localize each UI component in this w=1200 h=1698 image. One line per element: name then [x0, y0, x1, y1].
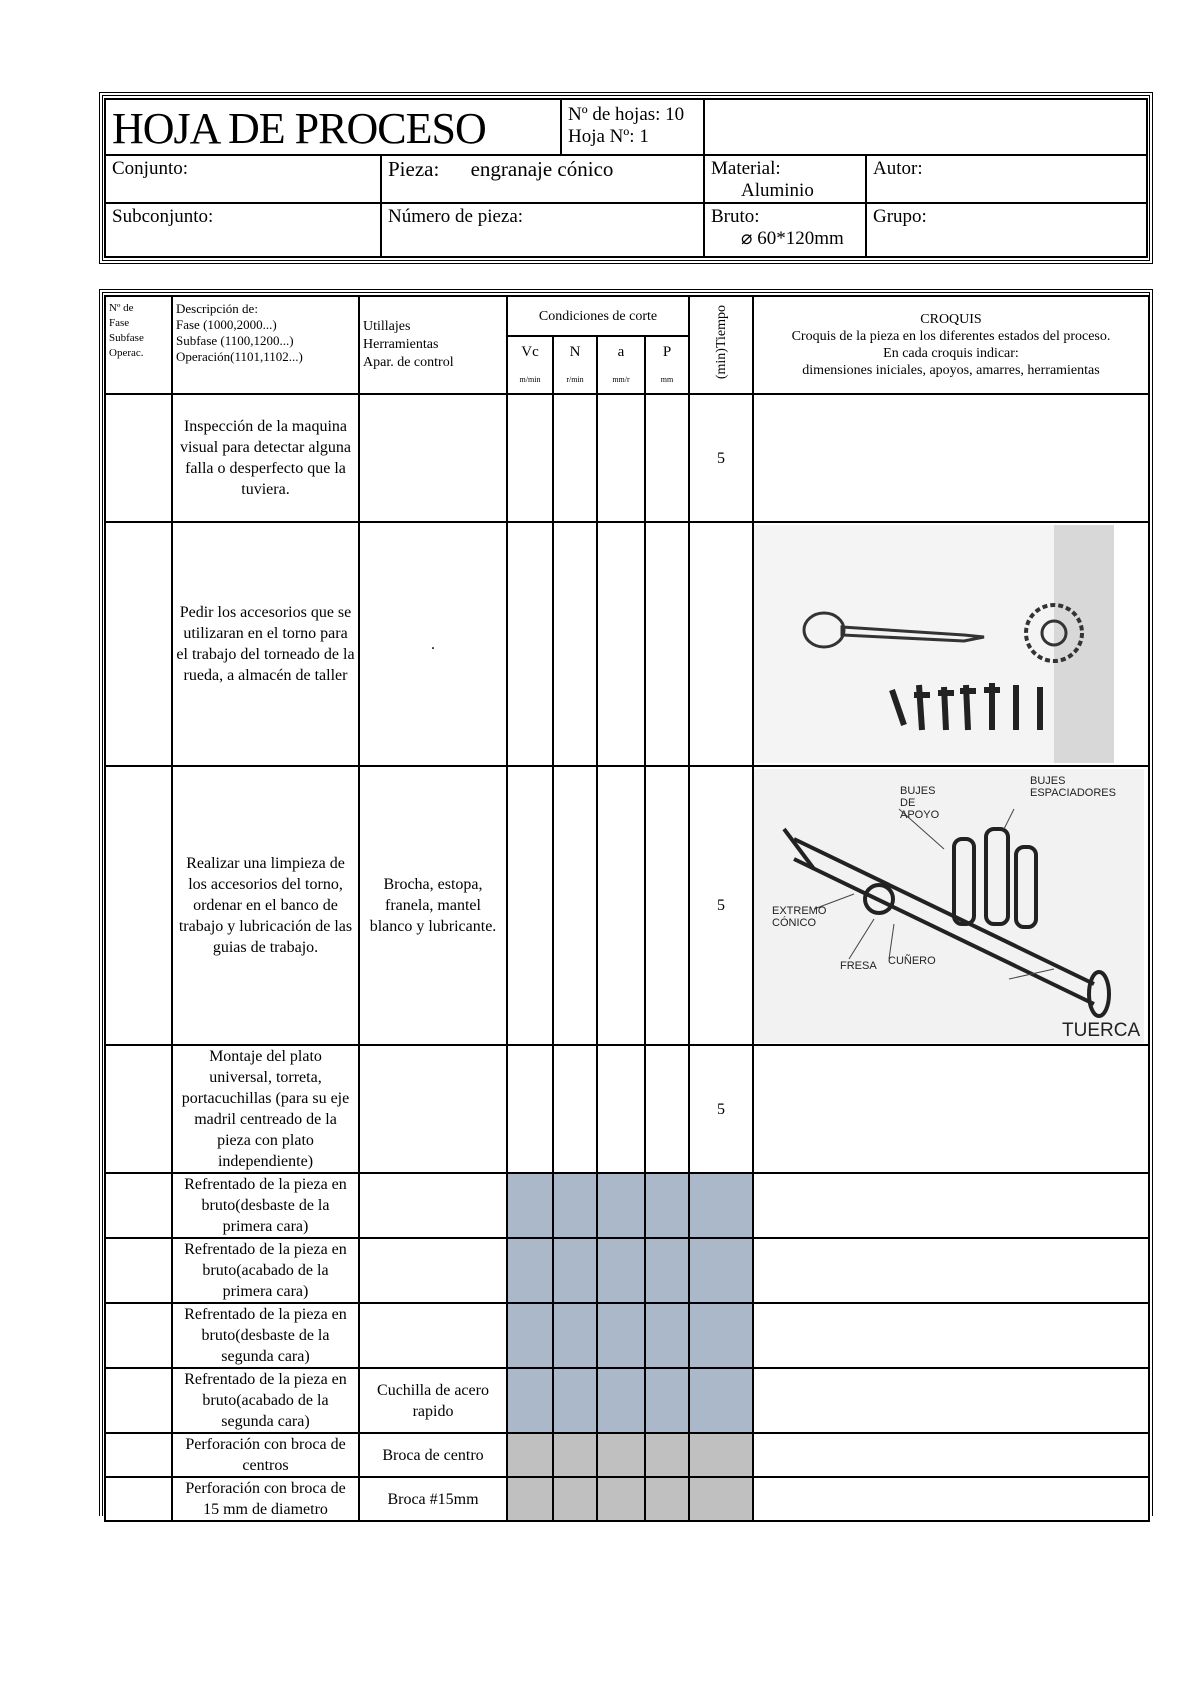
row-n: [553, 394, 597, 522]
autor-field: Autor:: [865, 154, 1148, 204]
row-desc: Montaje del plato universal, torreta, portacuchillas (para su eje madril centreado de la pieza con plato independiente): [172, 1045, 359, 1173]
col-desc-header: [172, 296, 359, 394]
sheet-number: Hoja Nº: 1: [568, 126, 649, 147]
row-p: [645, 1368, 689, 1433]
row-num: [105, 522, 172, 766]
col-util-l2: Herramientas: [363, 337, 439, 352]
vc-unit: m/min: [519, 374, 541, 384]
row-p: [645, 1173, 689, 1238]
row-time: [689, 1173, 753, 1238]
sheets-total: Nº de hojas: 10: [568, 104, 685, 125]
row-desc: Inspección de la maquina visual para detectar alguna falla o desperfecto que la tuviera.: [172, 394, 359, 522]
col-num-header: [105, 296, 172, 394]
row-util: [359, 1173, 507, 1238]
table-row: [105, 522, 1149, 766]
row-util: Broca de centro: [359, 1433, 507, 1477]
row-time: [689, 1477, 753, 1521]
col-desc-l3: Subfase (1100,1200...): [176, 333, 294, 348]
a-unit: mm/r: [612, 374, 630, 384]
row-n: [553, 1238, 597, 1303]
tiempo-label: (min)Tiempo: [713, 304, 729, 380]
table-row: [105, 1238, 1149, 1303]
croquis-line3: dimensiones iniciales, apoyos, amarres, herramientas: [802, 363, 1100, 378]
vc-label: Vc: [521, 343, 539, 360]
row-time: 5: [689, 1045, 753, 1173]
row-n: [553, 522, 597, 766]
col-tiempo-header: [689, 296, 753, 394]
row-n: [553, 1433, 597, 1477]
row-vc: [507, 1303, 553, 1368]
row-a: [597, 1238, 645, 1303]
p-label: P: [662, 343, 672, 360]
row-a: [597, 1433, 645, 1477]
row-time: [689, 1433, 753, 1477]
row-desc: Pedir los accesorios que se utilizaran en el torno para el trabajo del torneado de la rueda, a almacén de taller: [172, 522, 359, 766]
label-cunero-top: CUÑERO: [888, 955, 936, 967]
row-num: [105, 766, 172, 1045]
label-bujes-apoyo: BUJES DE APOYO: [900, 785, 940, 821]
row-a: [597, 522, 645, 766]
row-num: [105, 1433, 172, 1477]
label-extremo-conico: EXTREMO CÓNICO: [772, 905, 827, 929]
row-desc: Refrentado de la pieza en bruto(acabado de la segunda cara): [172, 1368, 359, 1433]
row-num: [105, 1368, 172, 1433]
row-desc: Realizar una limpieza de los accesorios del torno, ordenar en el banco de trabajo y lubricación de las guias de trabajo.: [172, 766, 359, 1045]
row-vc: [507, 1045, 553, 1173]
col-num-l1: Nº de: [109, 302, 134, 314]
row-sketch: [753, 1238, 1149, 1303]
sheet-count: [560, 98, 705, 156]
label-bujes-espaciadores: BUJES ESPACIADORES: [1030, 775, 1116, 799]
n-unit: r/min: [566, 374, 584, 384]
bruto-field: [703, 202, 867, 258]
row-sketch: [753, 1303, 1149, 1368]
process-table: [104, 295, 1150, 1522]
vc-header: [507, 336, 553, 394]
row-util: .: [359, 522, 507, 766]
row-p: [645, 394, 689, 522]
material-value: Aluminio: [741, 180, 814, 201]
row-sketch: [753, 1368, 1149, 1433]
col-desc-l2: Fase (1000,2000...): [176, 317, 277, 332]
row-sketch: [753, 394, 1149, 522]
col-num-l4: Operac.: [109, 347, 144, 359]
croquis-title: CROQUIS: [920, 312, 982, 327]
row-num: [105, 1045, 172, 1173]
row-a: [597, 1045, 645, 1173]
subconjunto-field: Subconjunto:: [104, 202, 382, 258]
row-a: [597, 394, 645, 522]
row-time: [689, 1368, 753, 1433]
row-num: [105, 1303, 172, 1368]
row-desc: Refrentado de la pieza en bruto(desbaste de la segunda cara): [172, 1303, 359, 1368]
pieza-field: [380, 154, 705, 204]
bruto-value: ⌀ 60*120mm: [741, 228, 844, 249]
table-row: [105, 766, 1149, 1045]
n-label: N: [569, 343, 581, 360]
croquis-line1: Croquis de la pieza en los diferentes estados del proceso.: [791, 329, 1111, 344]
row-vc: [507, 1238, 553, 1303]
table-row: [105, 1303, 1149, 1368]
table-row: [105, 1477, 1149, 1521]
row-p: [645, 1433, 689, 1477]
row-sketch: [753, 1477, 1149, 1521]
row-time: 5: [689, 766, 753, 1045]
row-p: [645, 766, 689, 1045]
row-p: [645, 1238, 689, 1303]
conjunto-field: Conjunto:: [104, 154, 382, 204]
cond-corte-header: Condiciones de corte: [507, 296, 689, 336]
table-row: [105, 1368, 1149, 1433]
col-num-l3: Subfase: [109, 332, 144, 344]
row-desc: Refrentado de la pieza en bruto(desbaste de la primera cara): [172, 1173, 359, 1238]
row-n: [553, 766, 597, 1045]
row-desc: Refrentado de la pieza en bruto(acabado de la primera cara): [172, 1238, 359, 1303]
row-util: Cuchilla de acero rapido: [359, 1368, 507, 1433]
row-num: [105, 394, 172, 522]
row-desc: Perforación con broca de centros: [172, 1433, 359, 1477]
row-p: [645, 522, 689, 766]
row-n: [553, 1303, 597, 1368]
a-header: [597, 336, 645, 394]
row-p: [645, 1477, 689, 1521]
row-a: [597, 1173, 645, 1238]
table-row: [105, 1173, 1149, 1238]
row-util: Broca #15mm: [359, 1477, 507, 1521]
row-time: [689, 522, 753, 766]
table-row: [105, 1433, 1149, 1477]
row-sketch: [753, 1045, 1149, 1173]
row-p: [645, 1045, 689, 1173]
row-sketch: [753, 522, 1149, 766]
p-unit: mm: [660, 374, 674, 384]
pieza-value: engranaje cónico: [470, 157, 614, 181]
row-vc: [507, 1477, 553, 1521]
row-util: [359, 1303, 507, 1368]
row-vc: [507, 766, 553, 1045]
label-tuerca: TUERCA: [1062, 1020, 1141, 1041]
a-label: a: [617, 343, 625, 360]
col-util-l1: Utillajes: [363, 319, 411, 334]
n-header: [553, 336, 597, 394]
document-title: HOJA DE PROCESO: [104, 98, 562, 156]
label-fresa: FRESA: [840, 960, 877, 972]
pieza-label: Pieza:: [388, 157, 440, 181]
accessories-sketch: [754, 525, 1114, 763]
row-a: [597, 1368, 645, 1433]
row-num: [105, 1238, 172, 1303]
row-vc: [507, 394, 553, 522]
col-num-l2: Fase: [109, 317, 130, 329]
row-n: [553, 1368, 597, 1433]
row-a: [597, 1477, 645, 1521]
material-label: Material:: [711, 158, 781, 179]
p-header: [645, 336, 689, 394]
row-p: [645, 1303, 689, 1368]
col-util-header: [359, 296, 507, 394]
col-desc-l1: Descripción de:: [176, 301, 258, 316]
row-vc: [507, 522, 553, 766]
row-time: [689, 1303, 753, 1368]
header-blank: [703, 98, 1148, 156]
row-util: Brocha, estopa, franela, mantel blanco y lubricante.: [359, 766, 507, 1045]
numero-pieza-field: Número de pieza:: [380, 202, 705, 258]
row-n: [553, 1045, 597, 1173]
row-num: [105, 1173, 172, 1238]
grupo-field: Grupo:: [865, 202, 1148, 258]
material-field: [703, 154, 867, 204]
column-header-row: [105, 296, 1149, 336]
row-vc: [507, 1368, 553, 1433]
table-row: [105, 394, 1149, 522]
col-util-l3: Apar. de control: [363, 355, 454, 370]
row-sketch: [753, 1173, 1149, 1238]
row-a: [597, 1303, 645, 1368]
croquis-line2: En cada croquis indicar:: [883, 346, 1019, 361]
row-util: [359, 1238, 507, 1303]
row-num: [105, 1477, 172, 1521]
row-vc: [507, 1173, 553, 1238]
row-sketch: [753, 1433, 1149, 1477]
row-time: [689, 1238, 753, 1303]
row-vc: [507, 1433, 553, 1477]
row-time: 5: [689, 394, 753, 522]
row-n: [553, 1477, 597, 1521]
row-util: [359, 1045, 507, 1173]
col-croquis-header: [753, 296, 1149, 394]
row-a: [597, 766, 645, 1045]
row-n: [553, 1173, 597, 1238]
bruto-label: Bruto:: [711, 206, 760, 227]
row-util: [359, 394, 507, 522]
table-row: [105, 1045, 1149, 1173]
row-desc: Perforación con broca de 15 mm de diametro: [172, 1477, 359, 1521]
col-desc-l4: Operación(1101,1102...): [176, 349, 303, 364]
